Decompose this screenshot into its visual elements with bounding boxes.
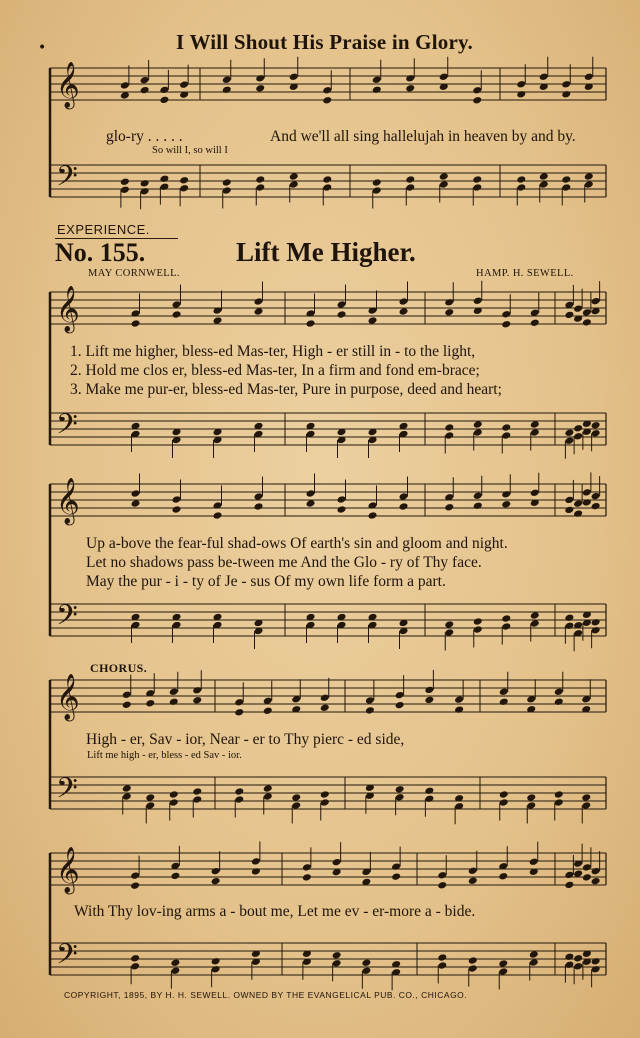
note-head (332, 951, 342, 960)
note-head (391, 872, 401, 881)
note-head (437, 871, 447, 880)
note-head (320, 798, 330, 807)
note-head (263, 792, 273, 801)
note-head (424, 686, 434, 695)
top-hymn-lyric-2: And we'll all sing hallelujah in heaven by and by. (270, 128, 576, 145)
note-head (122, 690, 132, 699)
note-head (473, 625, 483, 634)
ornament-icon: • (38, 40, 47, 56)
chorus-alt-line: Lift me high - er, bless - ed Sav - ior. (87, 750, 242, 761)
note-head (526, 793, 536, 802)
note-head (516, 175, 526, 184)
note-head (581, 801, 591, 810)
note-head (584, 172, 594, 181)
note-head (554, 687, 564, 696)
note-head (159, 96, 169, 105)
note-head (501, 423, 511, 432)
note-head (516, 90, 526, 99)
note-head (539, 180, 549, 189)
bass-clef-icon: 𝄢 (56, 599, 78, 639)
note-head (172, 310, 182, 319)
note-head (582, 863, 592, 872)
note-head (573, 954, 583, 963)
note-head (234, 698, 244, 707)
note-head (302, 873, 312, 882)
note-head (499, 798, 509, 807)
note-head (234, 795, 244, 804)
note-head (263, 784, 273, 793)
note-head (564, 428, 574, 437)
note-head (564, 871, 574, 880)
note-head (140, 187, 150, 196)
note-head (234, 708, 244, 717)
note-head (254, 502, 264, 511)
note-head (405, 84, 415, 93)
note-head (561, 183, 571, 192)
note-head (192, 696, 202, 705)
note-head (591, 421, 601, 430)
note-head (468, 956, 478, 965)
note-head (439, 180, 449, 189)
note-head (529, 857, 539, 866)
note-head (140, 76, 150, 85)
note-head (530, 488, 540, 497)
note-head (159, 86, 169, 95)
note-head (120, 81, 130, 90)
verse-3-line-b: May the pur - i - ty of Je - sus Of my own life form a part. (86, 573, 446, 590)
note-head (444, 298, 454, 307)
note-head (473, 617, 483, 626)
note-head (591, 618, 601, 627)
verse-3-line-a: 3. Make me pur-er, bless-ed Mas-ter, Pure in purpose, deed and heart; (70, 381, 502, 398)
note-head (211, 867, 221, 876)
note-head (591, 965, 601, 974)
note-head (573, 424, 583, 433)
top-hymn-title: I Will Shout His Praise in Glory. (176, 30, 473, 54)
note-head (122, 784, 132, 793)
note-head (582, 308, 592, 317)
note-head (255, 84, 265, 93)
note-head (337, 300, 347, 309)
note-head (192, 795, 202, 804)
note-head (561, 90, 571, 99)
note-head (573, 499, 583, 508)
note-head (564, 881, 574, 890)
note-head (368, 316, 378, 325)
note-head (169, 790, 179, 799)
note-head (468, 866, 478, 875)
note-head (291, 793, 301, 802)
bass-clef-icon: 𝄢 (56, 772, 78, 812)
note-head (254, 492, 264, 501)
note-head (130, 962, 140, 971)
note-head (211, 965, 221, 974)
note-head (179, 184, 189, 193)
note-head (582, 318, 592, 327)
note-head (170, 966, 180, 975)
note-head (222, 178, 232, 187)
note-head (320, 790, 330, 799)
note-head (130, 881, 140, 890)
note-head (130, 871, 140, 880)
note-head (499, 687, 509, 696)
note-head (337, 310, 347, 319)
note-head (424, 696, 434, 705)
note-head (564, 960, 574, 969)
note-head (564, 621, 574, 630)
note-head (501, 310, 511, 319)
note-head (591, 502, 601, 511)
note-head (539, 72, 549, 81)
hymn-composer: HAMP. H. SEWELL. (476, 268, 574, 279)
note-head (591, 626, 601, 635)
note-head (368, 501, 378, 510)
note-head (322, 96, 332, 105)
note-head (169, 687, 179, 696)
note-head (302, 863, 312, 872)
note-head (170, 958, 180, 967)
note-head (320, 693, 330, 702)
note-head (399, 297, 409, 306)
note-head (591, 867, 601, 876)
note-head (211, 957, 221, 966)
note-head (130, 954, 140, 963)
note-head (365, 696, 375, 705)
bass-clef-icon: 𝄢 (56, 408, 78, 448)
note-head (591, 297, 601, 306)
note-head (395, 691, 405, 700)
note-head (322, 175, 332, 184)
note-head (289, 72, 299, 81)
note-head (192, 787, 202, 796)
note-head (501, 614, 511, 623)
note-head (122, 792, 132, 801)
verse-2-line-b: Let no shadows pass be-tween me And the Glo - ry of Thy face. (86, 554, 482, 571)
note-head (172, 495, 182, 504)
note-head (564, 506, 574, 515)
note-head (516, 183, 526, 192)
note-head (561, 80, 571, 89)
note-head (501, 490, 511, 499)
note-head (172, 505, 182, 514)
note-head (222, 186, 232, 195)
note-head (372, 178, 382, 187)
chorus-label: CHORUS. (90, 661, 148, 675)
note-head (591, 957, 601, 966)
note-head (263, 706, 273, 715)
note-head (473, 501, 483, 510)
chorus-line-2: With Thy lov-ing arms a - bout me, Let me ev - er-more a - bide. (74, 903, 476, 920)
note-head (395, 793, 405, 802)
note-head (306, 319, 316, 328)
bass-clef-icon: 𝄢 (56, 160, 78, 200)
note-head (192, 686, 202, 695)
note-head (472, 175, 482, 184)
note-head (255, 74, 265, 83)
note-head (399, 307, 409, 316)
note-head (368, 511, 378, 520)
note-head (337, 495, 347, 504)
note-head (529, 958, 539, 967)
note-head (289, 172, 299, 181)
note-head (530, 619, 540, 628)
note-head (372, 186, 382, 195)
hymn-title: Lift Me Higher. (236, 237, 416, 267)
note-head (120, 185, 130, 194)
note-head (444, 503, 454, 512)
note-head (391, 862, 401, 871)
note-head (591, 429, 601, 438)
note-head (501, 500, 511, 509)
note-head (468, 964, 478, 973)
note-head (582, 488, 592, 497)
note-head (320, 703, 330, 712)
note-head (591, 877, 601, 886)
note-head (454, 695, 464, 704)
note-head (468, 876, 478, 885)
note-head (591, 492, 601, 501)
note-head (554, 790, 564, 799)
note-head (498, 872, 508, 881)
note-head (501, 622, 511, 631)
note-head (539, 172, 549, 181)
note-head (530, 611, 540, 620)
note-head (254, 307, 264, 316)
note-head (526, 801, 536, 810)
note-head (584, 180, 594, 189)
note-head (337, 505, 347, 514)
note-head (399, 502, 409, 511)
note-head (222, 75, 232, 84)
note-head (444, 431, 454, 440)
note-head (222, 85, 232, 94)
note-head (499, 697, 509, 706)
note-head (332, 858, 342, 867)
note-head (361, 966, 371, 975)
note-head (179, 176, 189, 185)
note-head (454, 705, 464, 714)
note-head (530, 318, 540, 327)
note-head (213, 316, 223, 325)
note-head (145, 699, 155, 708)
treble-clef-icon: 𝄞 (56, 674, 80, 720)
note-head (179, 80, 189, 89)
note-head (444, 620, 454, 629)
note-head (472, 86, 482, 95)
note-head (473, 428, 483, 437)
hymn-number: No. 155. (55, 238, 146, 267)
note-head (437, 953, 447, 962)
note-head (501, 431, 511, 440)
note-head (444, 423, 454, 432)
note-head (473, 296, 483, 305)
note-head (584, 72, 594, 81)
note-head (234, 787, 244, 796)
note-head (172, 300, 182, 309)
note-head (140, 86, 150, 95)
note-head (122, 700, 132, 709)
note-head (473, 491, 483, 500)
note-head (516, 80, 526, 89)
chorus-line-1: High - er, Sav - ior, Near - er to Thy pierc - ed side, (86, 731, 405, 748)
note-head (444, 628, 454, 637)
note-head (159, 182, 169, 191)
note-head (131, 499, 141, 508)
note-head (561, 175, 571, 184)
note-head (472, 183, 482, 192)
note-head (140, 179, 150, 188)
note-head (564, 311, 574, 320)
note-head (361, 958, 371, 967)
note-head (213, 511, 223, 520)
note-head (582, 498, 592, 507)
note-head (424, 794, 434, 803)
note-head (498, 959, 508, 968)
note-head (472, 96, 482, 105)
note-head (554, 798, 564, 807)
treble-clef-icon: 𝄞 (56, 62, 80, 108)
note-head (437, 881, 447, 890)
note-head (368, 306, 378, 315)
note-head (582, 873, 592, 882)
note-head (251, 857, 261, 866)
note-head (564, 436, 574, 445)
note-head (159, 174, 169, 183)
note-head (424, 786, 434, 795)
note-head (291, 801, 301, 810)
bass-clef-icon: 𝄢 (56, 938, 78, 978)
hymn-author: MAY CORNWELL. (88, 268, 180, 279)
note-head (372, 85, 382, 94)
note-head (322, 183, 332, 192)
section-label: EXPERIENCE. (57, 222, 150, 237)
note-head (573, 304, 583, 313)
note-head (306, 489, 316, 498)
note-head (573, 509, 583, 518)
note-head (473, 420, 483, 429)
note-head (437, 961, 447, 970)
note-head (501, 320, 511, 329)
note-head (395, 701, 405, 710)
note-head (255, 183, 265, 192)
verse-1-line-a: 1. Lift me higher, bless-ed Mas-ter, High - er still in - to the light, (70, 343, 476, 360)
note-head (530, 428, 540, 437)
note-head (332, 959, 342, 968)
note-head (254, 297, 264, 306)
note-head (499, 790, 509, 799)
note-head (405, 74, 415, 83)
note-head (439, 72, 449, 81)
note-head (564, 952, 574, 961)
verse-1-line-b: Up a-bove the fear-ful shad-ows Of earth's sin and gloom and night. (86, 535, 508, 552)
note-head (529, 950, 539, 959)
note-head (444, 308, 454, 317)
note-head (145, 793, 155, 802)
note-head (306, 309, 316, 318)
note-head (530, 420, 540, 429)
note-head (169, 697, 179, 706)
treble-clef-icon: 𝄞 (56, 286, 80, 332)
note-head (120, 177, 130, 186)
note-head (255, 175, 265, 184)
top-hymn-lyric-1: glo-ry . . . . . (106, 128, 183, 145)
note-head (365, 706, 375, 715)
note-head (289, 180, 299, 189)
note-head (251, 867, 261, 876)
note-head (170, 872, 180, 881)
note-head (439, 172, 449, 181)
treble-clef-icon: 𝄞 (56, 478, 80, 524)
note-head (213, 501, 223, 510)
note-head (573, 432, 583, 441)
note-head (564, 613, 574, 622)
note-head (145, 801, 155, 810)
note-head (573, 962, 583, 971)
note-head (211, 877, 221, 886)
note-head (581, 793, 591, 802)
note-head (405, 183, 415, 192)
note-head (395, 785, 405, 794)
note-head (372, 75, 382, 84)
note-head (399, 492, 409, 501)
note-head (131, 309, 141, 318)
verse-2-line-a: 2. Hold me clos er, bless-ed Mas-ter, In a firm and fond em-brace; (70, 362, 480, 379)
treble-clef-icon: 𝄞 (56, 847, 80, 893)
note-head (554, 697, 564, 706)
note-head (131, 489, 141, 498)
note-head (169, 798, 179, 807)
note-head (498, 967, 508, 976)
note-head (405, 175, 415, 184)
note-head (322, 86, 332, 95)
note-head (213, 306, 223, 315)
note-head (564, 496, 574, 505)
copyright-notice: COPYRIGHT, 1895, BY H. H. SEWELL. OWNED BY THE EVANGELICAL PUB. CO., CHICAGO. (64, 990, 468, 1000)
note-head (306, 499, 316, 508)
note-head (131, 319, 141, 328)
top-hymn-lyric-alt: So will I, so will I (152, 145, 228, 156)
